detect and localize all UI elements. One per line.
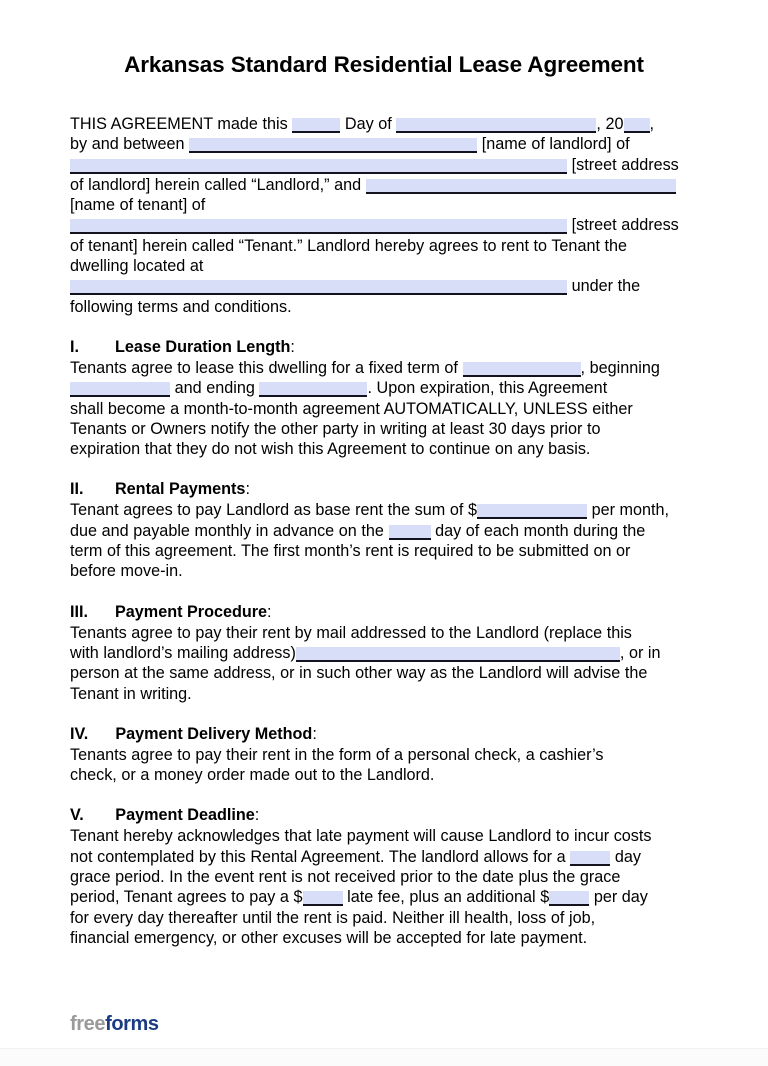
section-numeral: III. [70, 602, 88, 621]
sec4-text-1: Tenants agree to pay their rent in the form of a personal check, a cashier’s [70, 745, 604, 764]
section-title: Lease Duration Length [114, 337, 291, 356]
section-heading [70, 602, 700, 623]
sec1-text-6: Tenants or Owners notify the other party in writing at least 30 days prior to [70, 419, 601, 438]
sec5-text-7: per day [593, 888, 648, 907]
intro-text-5: by and between [70, 135, 185, 154]
intro-text-12: dwelling located at [70, 257, 204, 276]
sec1-text-1: Tenants agree to lease this dwelling for a fixed term of [70, 358, 458, 377]
sec1-text-7: expiration that they do not wish this Agreement to continue on any basis. [70, 440, 591, 459]
sec2-text-4: day of each month during the [435, 521, 646, 540]
field-day-of-month[interactable] [292, 118, 340, 133]
section-payment-deadline [70, 805, 700, 948]
sec5-text-9: financial emergency, or other excuses will be accepted for late payment. [70, 928, 588, 947]
section-body [70, 745, 700, 786]
sec2-text-5: term of this agreement. The first month’s rent is required to be submitted on or [70, 542, 631, 561]
field-month-name[interactable] [396, 118, 596, 133]
intro-text-2: Day of [344, 115, 392, 133]
section-lease-duration-length [70, 337, 700, 459]
section-body [70, 358, 700, 459]
sec1-text-2: , beginning [580, 358, 660, 377]
intro-text-1: THIS AGREEMENT made this [70, 115, 288, 133]
sec3-text-2: with landlord’s mailing address) [70, 643, 296, 662]
sec2-text-1: Tenant agrees to pay Landlord as base rent the sum of $ [70, 501, 477, 520]
intro-text-14: following terms and conditions. [70, 297, 292, 316]
field-fixed-term[interactable] [463, 362, 581, 377]
sec3-text-3: , or in [619, 643, 661, 662]
sec2-text-3: due and payable monthly in advance on the [70, 521, 384, 540]
section-payment-delivery-method [70, 724, 700, 786]
sec2-text-2: per month, [591, 501, 670, 520]
section-title: Payment Delivery Method [115, 724, 313, 743]
field-lease-end[interactable] [259, 382, 367, 397]
logo-text-free: free [70, 1013, 106, 1035]
section-heading [70, 479, 700, 500]
section-rental-payments [70, 479, 700, 581]
page-bottom-edge [0, 1048, 768, 1066]
section-colon: : [312, 724, 317, 743]
field-daily-late-fee[interactable] [549, 891, 589, 906]
field-dwelling-address[interactable] [70, 280, 567, 295]
section-title: Payment Procedure [115, 602, 268, 621]
section-colon: : [254, 806, 260, 825]
sec1-text-5: shall become a month-to-month agreement AUTOMATICALLY, UNLESS either [70, 399, 633, 418]
field-base-rent[interactable] [477, 504, 587, 519]
sec5-text-6: late fee, plus an additional $ [347, 888, 550, 907]
page-title: Arkansas Standard Residential Lease Agreement [124, 52, 644, 77]
section-numeral: I. [70, 337, 79, 356]
intro-text-11: of tenant] herein called “Tenant.” Landlord hereby agrees to rent to Tenant the [70, 236, 628, 255]
sec5-text-3: day [614, 847, 641, 866]
section-title: Rental Payments [114, 480, 246, 499]
sec5-text-1: Tenant hereby acknowledges that late payment will cause Landlord to incur costs [70, 827, 652, 846]
field-tenant-name[interactable] [366, 179, 676, 194]
sec5-text-2: not contemplated by this Rental Agreement. The landlord allows for a [70, 847, 566, 866]
sec5-text-5: period, Tenant agrees to pay a $ [70, 888, 303, 907]
section-body [70, 826, 700, 948]
section-numeral: II. [70, 480, 84, 499]
field-late-fee[interactable] [303, 891, 343, 906]
sec1-text-4: . Upon expiration, this Agreement [367, 379, 608, 398]
section-heading [70, 337, 700, 358]
section-numeral: V. [70, 806, 84, 825]
freeforms-logo [70, 1013, 159, 1036]
section-heading [70, 724, 700, 745]
sec3-text-4: person at the same address, or in such other way as the Landlord will advise the [70, 664, 648, 683]
sec5-text-4: grace period. In the event rent is not received prior to the date plus the grace [70, 868, 621, 887]
field-year[interactable] [624, 118, 650, 133]
field-rent-due-day[interactable] [389, 525, 431, 540]
section-numeral: IV. [70, 724, 89, 743]
sec2-text-6: before move-in. [70, 562, 183, 581]
intro-paragraph [70, 114, 700, 317]
field-landlord-address[interactable] [70, 159, 567, 174]
intro-text-4: , [649, 115, 655, 133]
sec4-text-2: check, or a money order made out to the Landlord. [70, 766, 435, 785]
section-heading [70, 805, 700, 826]
section-colon: : [290, 337, 295, 356]
section-colon: : [267, 602, 272, 621]
section-body [70, 623, 700, 704]
intro-text-8: of landlord] herein called “Landlord,” and [70, 175, 362, 194]
sec1-text-3: and ending [174, 379, 255, 398]
intro-text-10: [street address [571, 216, 679, 235]
field-grace-period-days[interactable] [570, 851, 610, 866]
sec5-text-8: for every day thereafter until the rent is paid. Neither ill health, loss of job, [70, 908, 596, 927]
section-colon: : [245, 480, 250, 499]
intro-text-9: [name of tenant] of [70, 196, 206, 215]
field-lease-begin[interactable] [70, 382, 170, 397]
sec3-text-1: Tenants agree to pay their rent by mail addressed to the Landlord (replace this [70, 623, 632, 642]
section-body [70, 500, 700, 581]
logo-text-forms: forms [105, 1013, 159, 1035]
section-title: Payment Deadline [115, 806, 255, 825]
field-tenant-address[interactable] [70, 219, 567, 234]
intro-text-7: [street address [571, 155, 679, 174]
field-mailing-address[interactable] [296, 647, 620, 662]
field-landlord-name[interactable] [189, 138, 477, 153]
intro-text-3: , 20 [596, 115, 624, 133]
section-payment-procedure [70, 602, 700, 704]
intro-text-6: [name of landlord] of [481, 135, 630, 154]
document-body [0, 114, 768, 948]
intro-text-13: under the [571, 277, 641, 296]
sec3-text-5: Tenant in writing. [70, 684, 192, 703]
